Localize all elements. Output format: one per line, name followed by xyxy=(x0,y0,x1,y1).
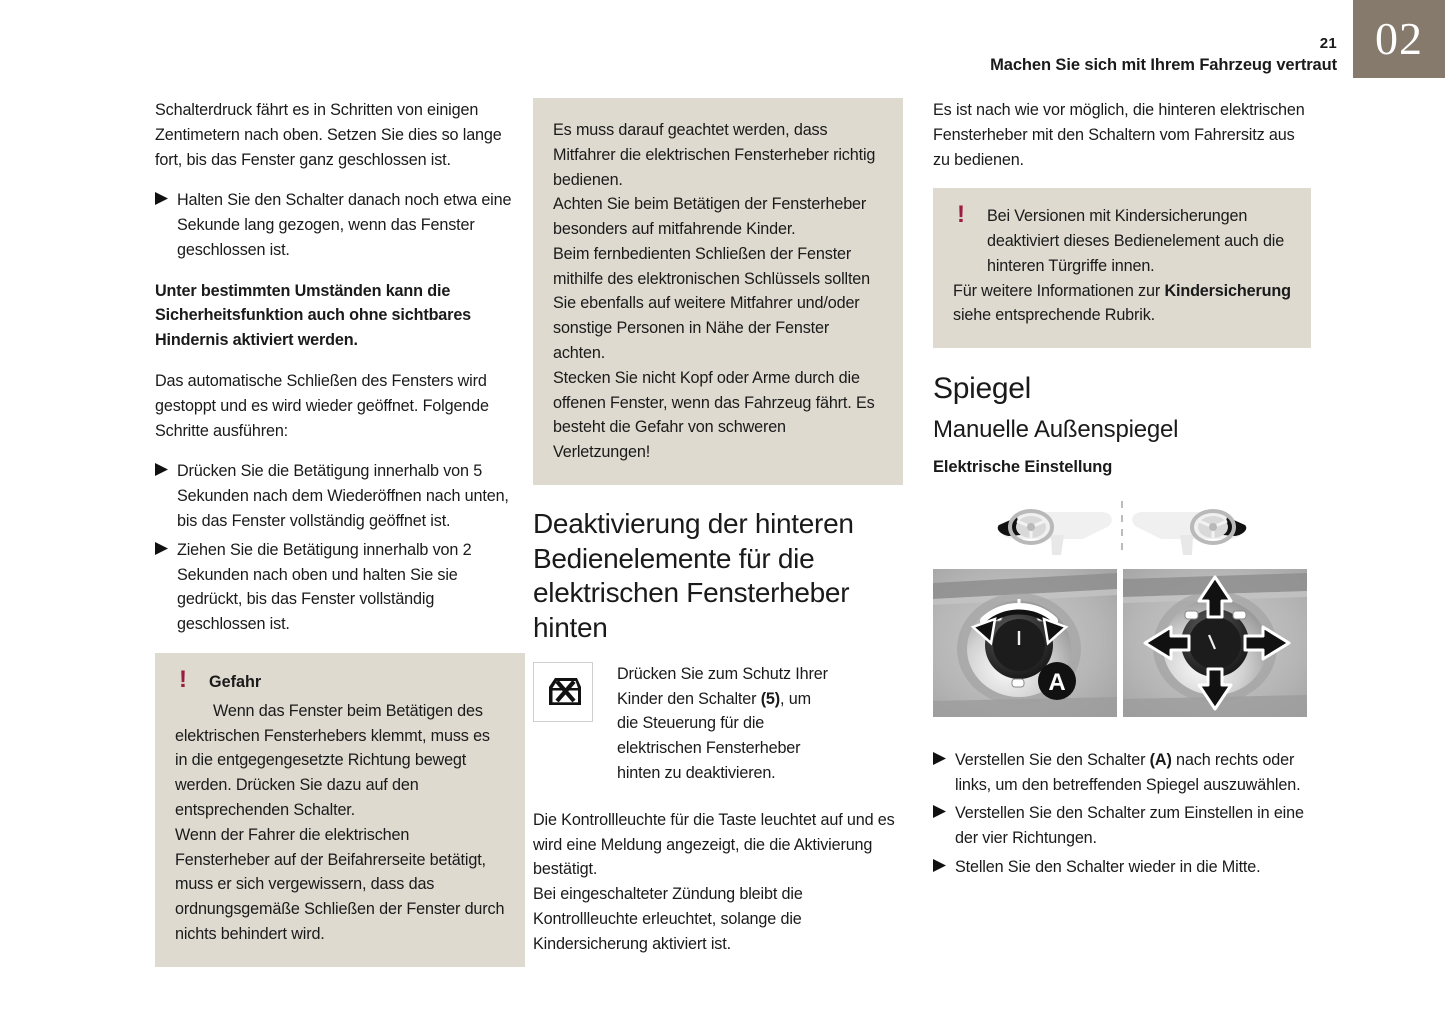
paragraph-continued: Schalterdruck fährt es in Schritten von einigen Zentimetern nach oben. Setzen Sie dies so lange fort, bis das Fenster ganz geschlossen ist. xyxy=(155,101,502,169)
dashboard-mirror-positions-figure xyxy=(933,499,1311,559)
list-item xyxy=(933,855,1311,880)
info-callout-paragraph-1: Bei Versionen mit Kindersicherungen deaktiviert dieses Bedienelement auch die hinteren Türgriffe innen. xyxy=(987,207,1285,275)
triangle-bullet-icon xyxy=(933,855,955,872)
list-item-label: Verstellen Sie den Schalter zum Einstellen in eine der vier Richtungen. xyxy=(955,804,1304,848)
subsection-heading-electric-adjustment: Elektrische Einstellung xyxy=(933,458,1113,477)
info-callout-header xyxy=(953,201,1291,278)
symbol-caption-post: , um die Steuerung für die elektrischen Fensterheber hinten zu deaktivieren. xyxy=(617,689,811,782)
danger-callout-box xyxy=(155,653,525,967)
info-callout-box xyxy=(933,188,1311,348)
list-item xyxy=(155,538,525,637)
info-callout-p2-pre: Für weitere Informationen zur xyxy=(953,281,1165,300)
danger-callout-title: Gefahr xyxy=(209,672,262,691)
column-3 xyxy=(933,98,1311,896)
symbol-caption xyxy=(617,662,832,786)
paragraph-ignition: Bei eingeschalteter Zündung bleibt die Kontrollleuchte erleuchtet, solange die Kindersicherung aktiviert ist. xyxy=(533,885,803,953)
list-item-ref: (A) xyxy=(1149,750,1172,769)
section-heading-mirrors: Spiegel xyxy=(933,372,1031,406)
info-callout-p2-post: siehe entsprechende Rubrik. xyxy=(953,306,1156,325)
exclamation-icon: ! xyxy=(179,665,187,693)
page-header xyxy=(990,36,1337,75)
danger-callout-paragraph-1: Wenn das Fenster beim Betätigen des elektrischen Fensterhebers klemmt, muss es in die entgegengesetzte Richtung bewegt werden. Drücken Sie dazu auf den entsprechenden Schalter. xyxy=(175,701,490,820)
list-item xyxy=(155,188,525,262)
mirror-control-figures xyxy=(933,569,1311,722)
triangle-bullet-icon xyxy=(155,188,177,205)
emphasis-paragraph: Unter bestimmten Umständen kann die Sicherheitsfunktion auch ohne sichtbares Hindernis aktiviert werden. xyxy=(155,281,472,350)
paragraph-indicator-light: Die Kontrollleuchte für die Taste leuchtet auf und es wird eine Meldung angezeigt, die die Aktivierung bestätigt. xyxy=(533,810,895,879)
section-heading-deactivation: Deaktivierung der hinteren Bedienelemente für die elektrischen Fensterheber hinten xyxy=(533,507,854,644)
danger-callout-header xyxy=(175,665,505,693)
subsection-heading-manual-mirrors: Manuelle Außenspiegel xyxy=(933,416,1179,444)
triangle-bullet-icon xyxy=(155,538,177,555)
chapter-number: 02 xyxy=(1375,13,1423,64)
info-callout-paragraph-2 xyxy=(953,279,1291,329)
mirror-selector-knob-photo xyxy=(933,569,1117,722)
page-title: Machen Sie sich mit Ihrem Fahrzeug vertraut xyxy=(990,55,1337,74)
warning-paragraph-2: Achten Sie beim Betätigen der Fensterheber besonders auf mitfahrende Kinder. xyxy=(553,195,867,239)
column-1 xyxy=(155,98,525,989)
warning-paragraph-4: Stecken Sie nicht Kopf oder Arme durch die offenen Fenster, wenn das Fahrzeug fährt. Es besteht die Gefahr von schweren Verletzungen! xyxy=(553,368,875,462)
triangle-bullet-icon xyxy=(933,748,955,765)
symbol-explanation-row xyxy=(533,662,903,786)
warning-callout-box xyxy=(533,98,903,485)
list-item-label: Stellen Sie den Schalter wieder in die Mitte. xyxy=(955,858,1261,876)
rear-window-lockout-icon xyxy=(533,662,593,722)
paragraph-driver-seat: Es ist nach wie vor möglich, die hinteren elektrischen Fensterheber mit den Schaltern vom Fahrersitz aus zu bedienen. xyxy=(933,101,1305,169)
symbol-caption-pre: Drücken Sie zum Schutz Ihrer Kinder den Schalter xyxy=(617,664,828,708)
list-item-label: Ziehen Sie die Betätigung innerhalb von 2 Sekunden nach oben und halten Sie sie gedrückt, bis das Fenster vollständig geschlossen ist. xyxy=(177,540,472,634)
warning-paragraph-1: Es muss darauf geachtet werden, dass Mitfahrer die elektrischen Fensterheber richtig bedienen. xyxy=(553,121,876,189)
mirror-direction-knob-photo xyxy=(1123,569,1307,722)
warning-paragraph-3: Beim fernbedienten Schließen der Fenster mithilfe des elektronischen Schlüssels sollten Sie ebenfalls auf weitere Mitfahrer und/oder sonstige Personen in Nähe der Fenster achten. xyxy=(553,244,871,363)
chapter-tab xyxy=(1353,0,1445,78)
list-item xyxy=(933,748,1311,798)
symbol-caption-ref: (5) xyxy=(760,689,781,708)
triangle-bullet-icon xyxy=(155,459,177,476)
list-item-post: nach rechts oder links, um den betreffenden Spiegel auszuwählen. xyxy=(955,750,1301,794)
knob-label-a: A xyxy=(1048,668,1066,696)
list-item-pre: Verstellen Sie den Schalter xyxy=(955,750,1150,769)
info-callout-p2-bold: Kindersicherung xyxy=(1164,281,1291,300)
bullet-list-1 xyxy=(155,188,525,262)
list-item-label: Halten Sie den Schalter danach noch etwa eine Sekunde lang gezogen, wenn das Fenster geschlossen ist. xyxy=(177,191,512,259)
paragraph-2: Das automatische Schließen des Fensters wird gestoppt und es wird wieder geöffnet. Folgende Schritte ausführen: xyxy=(155,372,489,440)
column-2 xyxy=(533,98,903,972)
list-item xyxy=(155,459,525,533)
bullet-list-2 xyxy=(155,459,525,636)
list-item-label xyxy=(955,748,1311,798)
exclamation-icon: ! xyxy=(957,201,965,229)
triangle-bullet-icon xyxy=(933,801,955,818)
danger-callout-paragraph-2: Wenn der Fahrer die elektrischen Fensterheber auf der Beifahrerseite betätigt, muss er sich vergewissern, dass das ordnungsgemäße Schließen der Fenster durch nichts behindert wird. xyxy=(175,825,505,943)
list-item-label: Drücken Sie die Betätigung innerhalb von 5 Sekunden nach dem Wiederöffnen nach unten, bis das Fenster vollständig geöffnet ist. xyxy=(177,462,509,530)
list-item xyxy=(933,801,1311,851)
page-number: 21 xyxy=(1319,35,1337,52)
bullet-list-mirror-steps xyxy=(933,748,1311,880)
